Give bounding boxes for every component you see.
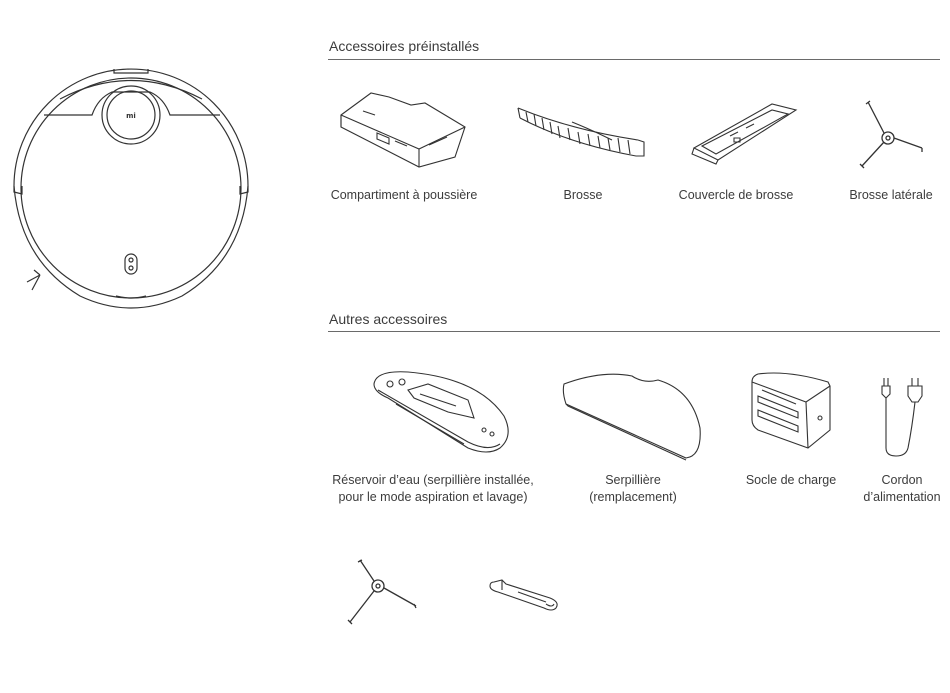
section-title-preinstalled: Accessoires préinstallés [329, 38, 480, 54]
section-divider-other [328, 331, 940, 332]
caption-power-cord-line2: d’alimentation [863, 490, 941, 504]
robot-vacuum-illustration [0, 0, 270, 330]
caption-power-cord-line1: Cordon [881, 473, 923, 487]
dust-compartment-icon [333, 87, 473, 173]
caption-dust-compartment: Compartiment à poussière [330, 188, 478, 202]
caption-brush-cover: Couvercle de brosse [678, 188, 794, 202]
caption-main-brush: Brosse [563, 188, 603, 202]
cleaning-tool-icon [488, 578, 562, 612]
caption-mop-line1: Serpillière [605, 473, 661, 487]
section-title-other: Autres accessoires [329, 311, 448, 327]
brush-cover-icon [690, 100, 800, 164]
caption-charging-dock: Socle de charge [745, 473, 837, 487]
caption-water-tank-line1: Réservoir d’eau (serpillière installée, [332, 473, 534, 487]
caption-side-brush: Brosse latérale [849, 188, 933, 202]
caption-water-tank-line2: pour le mode aspiration et lavage) [338, 490, 528, 504]
water-tank-icon [368, 364, 516, 460]
power-cord-icon [872, 368, 932, 458]
main-brush-icon [512, 100, 648, 164]
robot-logo-text: mi [126, 112, 136, 120]
charging-dock-icon [748, 368, 838, 452]
mop-icon [562, 370, 704, 462]
side-brush-icon [856, 96, 928, 172]
caption-mop-line2: (remplacement) [589, 490, 677, 504]
section-divider-preinstalled [328, 59, 940, 60]
spare-side-brush-icon [346, 558, 422, 628]
